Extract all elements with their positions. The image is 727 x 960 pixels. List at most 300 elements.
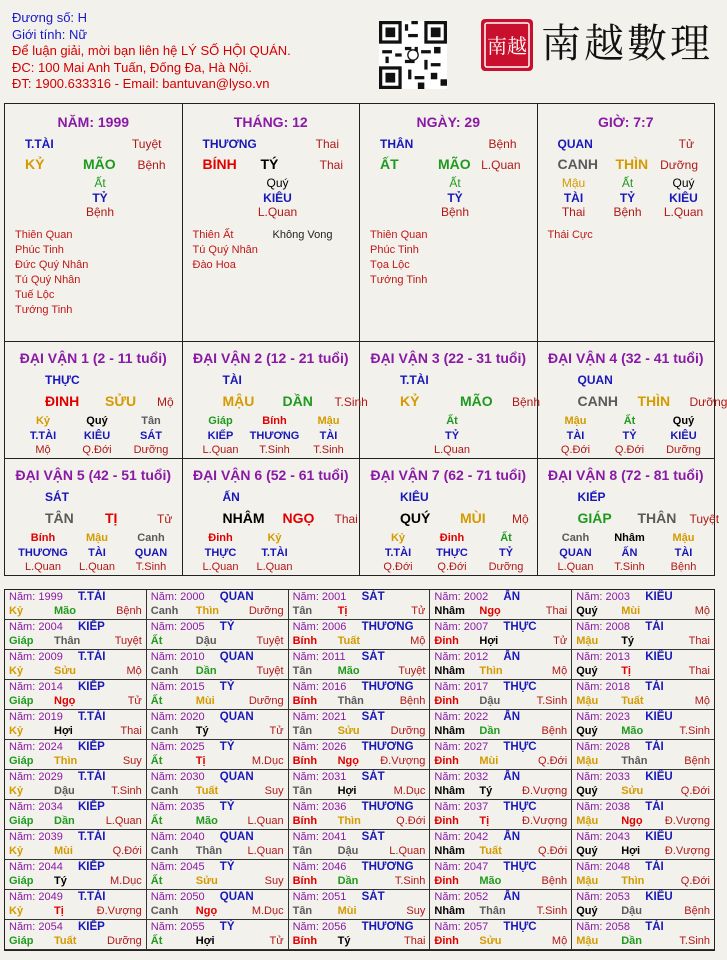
year-life-stage: Q.Đới [537, 755, 568, 767]
year-branch: Sửu [479, 935, 502, 947]
hidden-stem-item: L.Quan [78, 561, 116, 573]
year-branch: Tý [479, 785, 493, 797]
year-branch: Mão [621, 725, 644, 737]
year-life-stage: Dưỡng [390, 725, 426, 737]
pillar-stem-branch [5, 156, 182, 174]
hidden-stem-column [15, 531, 71, 575]
year-cell[interactable] [572, 680, 714, 710]
year-life-stage: Suy [406, 905, 426, 917]
year-label: Năm: 2037 [434, 801, 489, 813]
year-ten-god: TỶ [219, 681, 235, 693]
year-ten-god: KIẾP [78, 921, 105, 933]
year-ten-god: KIẾP [78, 681, 105, 693]
year-ten-god: SÁT [361, 651, 385, 663]
year-cell[interactable] [147, 710, 289, 740]
year-life-stage: T.Sinh [679, 725, 710, 737]
year-stem: Đinh [434, 635, 459, 647]
year-cell[interactable] [147, 650, 289, 680]
pillar-ten-god: THƯƠNG [202, 137, 257, 151]
special-star: Thái Cực [547, 229, 593, 241]
year-life-stage: Bệnh [399, 695, 426, 707]
year-branch: Ngọ [479, 605, 501, 617]
year-life-stage: Q.Đới [537, 845, 568, 857]
hidden-stem-item: Dưỡng [666, 444, 701, 456]
branch-life-stage: Dưỡng [660, 158, 698, 172]
year-ten-god: THỰC [503, 681, 537, 693]
year-stem: Mậu [576, 695, 599, 707]
year-stem: Kỷ [9, 785, 24, 797]
year-ten-god: SÁT [361, 591, 385, 603]
heavenly-stem: TÂN [45, 510, 74, 526]
year-cell[interactable] [147, 740, 289, 770]
year-life-stage: Đ.Vượng [664, 845, 710, 857]
year-life-stage: Bệnh [541, 725, 568, 737]
year-life-stage: Tuyệt [398, 665, 426, 677]
year-label: Năm: 2057 [434, 921, 489, 933]
year-branch: Tuất [195, 785, 219, 797]
year-cell[interactable] [430, 770, 572, 800]
special-star: Phúc Tinh [370, 244, 419, 256]
year-label: Năm: 2008 [576, 621, 630, 633]
year-ten-god: TỶ [219, 861, 235, 873]
annual-luck-grid [4, 589, 715, 951]
year-ten-god: TỶ [219, 621, 235, 633]
hidden-stem-item: T.TÀI [261, 546, 288, 559]
life-stage: Dưỡng [689, 395, 727, 409]
contact-line: Để luận giải, mời bạn liên hệ LÝ SỐ HỘI QUÁN. [12, 43, 291, 58]
year-cell[interactable] [430, 740, 572, 770]
year-branch: Mão [479, 875, 502, 887]
year-stem: Mậu [576, 755, 599, 767]
year-label: Năm: 2048 [576, 861, 630, 873]
year-cell[interactable] [289, 620, 431, 650]
year-branch: Mão [54, 605, 76, 617]
year-cell[interactable] [5, 680, 147, 710]
year-label: Năm: 2019 [9, 711, 63, 723]
year-ten-god: KIÊU [645, 651, 673, 663]
red-seal-stamp [479, 17, 535, 73]
year-ten-god: THƯƠNG [361, 921, 414, 933]
earthly-branch: NGỌ [282, 510, 315, 526]
year-stem: Tân [292, 605, 313, 617]
year-life-stage: Q.Đới [112, 845, 142, 857]
year-cell[interactable] [5, 890, 147, 920]
hidden-stem-item: Dưỡng [133, 444, 169, 456]
dai-van-cell [183, 459, 361, 575]
life-stage: T.Sinh [334, 395, 368, 409]
year-cell[interactable] [289, 770, 431, 800]
hidden-stem-item: Nhâm [614, 532, 645, 544]
earthly-branch: MÃO [83, 156, 116, 172]
heavenly-stem: QUÝ [400, 510, 431, 526]
pillar-life-stage: Bệnh [488, 137, 517, 151]
year-life-stage: Đ.Vượng [522, 785, 568, 797]
year-cell[interactable] [5, 650, 147, 680]
hidden-stem-item: Đinh [439, 532, 465, 544]
dai-van-ten-god: ẤN [222, 490, 240, 504]
hidden-stem-item: TỶ [498, 546, 514, 559]
pillar-stem-branch [538, 156, 715, 174]
year-ten-god: THỰC [503, 621, 537, 633]
year-ten-god: SÁT [361, 771, 385, 783]
year-cell[interactable] [572, 890, 714, 920]
year-branch: Dần [621, 935, 642, 947]
year-stem: Canh [150, 725, 179, 737]
year-branch: Thìn [54, 755, 78, 767]
year-stem: Quý [576, 665, 598, 677]
special-star: Phúc Tinh [15, 244, 64, 256]
hidden-stem-item: Ất [621, 176, 634, 190]
year-cell[interactable] [572, 740, 714, 770]
year-ten-god: THỰC [503, 861, 537, 873]
hidden-stem-item: TÀI [563, 190, 584, 205]
year-cell[interactable] [572, 860, 714, 890]
year-life-stage: Tử [269, 725, 284, 737]
year-cell[interactable] [147, 680, 289, 710]
dai-van-cell [5, 342, 183, 458]
year-branch: Thìn [195, 605, 220, 617]
year-ten-god: KIÊU [645, 831, 673, 843]
year-cell[interactable] [430, 800, 572, 830]
dai-van-title: ĐẠI VẬN 1 (2 - 11 tuổi) [19, 350, 167, 366]
year-label: Năm: 2005 [150, 621, 205, 633]
pillar-stars-list [548, 228, 593, 243]
year-cell[interactable] [147, 890, 289, 920]
year-branch: Thân [337, 695, 364, 707]
year-cell[interactable] [430, 650, 572, 680]
hidden-stem-item: Bệnh [85, 205, 115, 219]
year-cell[interactable] [572, 920, 714, 950]
year-ten-god: SÁT [361, 711, 385, 723]
year-stem: Giáp [9, 875, 34, 887]
year-cell[interactable] [5, 740, 147, 770]
hidden-stem-item: T.Sinh [259, 444, 290, 456]
pillar-cell [5, 104, 183, 341]
year-label: Năm: 2021 [292, 711, 347, 723]
year-stem: Tân [292, 845, 313, 857]
year-life-stage: L.Quan [105, 815, 142, 827]
year-cell[interactable] [289, 680, 431, 710]
year-life-stage: L.Quan [247, 815, 284, 827]
year-branch: Thìn [337, 815, 361, 827]
year-cell[interactable] [5, 590, 147, 620]
special-star: Thiên Ất [192, 229, 234, 241]
year-branch: Hợi [195, 935, 215, 947]
year-branch: Sửu [337, 725, 360, 737]
year-label: Năm: 2010 [150, 651, 205, 663]
year-branch: Tị [195, 755, 206, 767]
year-life-stage: Tuyệt [256, 635, 284, 647]
special-star: Không Vong [272, 229, 333, 241]
year-branch: Ngọ [621, 815, 643, 827]
hidden-stem-item: Q.Đới [437, 561, 467, 573]
hidden-stem-item: Giáp [208, 415, 233, 427]
year-cell[interactable] [147, 830, 289, 860]
year-label: Năm: 2058 [576, 921, 630, 933]
year-branch: Hợi [479, 635, 499, 647]
year-branch: Ngọ [337, 755, 359, 767]
hidden-stem-column [370, 531, 426, 575]
hidden-stem-item: Mậu [564, 415, 587, 427]
year-stem: Giáp [9, 635, 34, 647]
hidden-stem-item: KIÊU [670, 429, 697, 442]
year-cell[interactable] [289, 830, 431, 860]
year-cell[interactable] [147, 620, 289, 650]
year-label: Năm: 2000 [150, 591, 205, 603]
year-cell[interactable] [5, 710, 147, 740]
year-label: Năm: 2046 [292, 861, 347, 873]
hidden-stem-item: Ất [449, 176, 461, 190]
year-branch: Mùi [337, 905, 357, 917]
year-branch: Tuất [337, 635, 360, 647]
year-stem: Bính [292, 935, 318, 947]
year-cell[interactable] [430, 920, 572, 950]
year-life-stage: Đ.Vượng [664, 815, 710, 827]
pillar-stars-list-2 [273, 228, 333, 243]
year-cell[interactable] [5, 860, 147, 890]
year-stem: Bính [292, 815, 318, 827]
special-star: Tướng Tinh [370, 274, 428, 286]
year-label: Năm: 2038 [576, 801, 630, 813]
year-cell[interactable] [572, 770, 714, 800]
year-ten-god: T.TÀI [78, 771, 106, 783]
dai-van-title: ĐẠI VẬN 6 (52 - 61 tuổi) [192, 467, 349, 483]
hidden-stem-item: T.Sinh [313, 444, 344, 456]
year-branch: Thân [195, 845, 223, 857]
year-cell[interactable] [430, 590, 572, 620]
year-stem: Ất [150, 635, 163, 647]
hidden-stem-item: Mậu [86, 532, 108, 544]
year-cell[interactable] [5, 920, 147, 950]
year-cell[interactable] [572, 650, 714, 680]
year-ten-god: T.TÀI [78, 831, 106, 843]
year-branch: Mùi [479, 755, 499, 767]
hidden-stem-item: L.Quan [257, 205, 298, 219]
year-cell[interactable] [430, 680, 572, 710]
hidden-stem-item: TỶ [444, 429, 460, 442]
hidden-stem-item: KIẾP [207, 429, 234, 442]
hidden-stem-column [15, 414, 71, 458]
hidden-stem-column [193, 531, 249, 575]
year-label: Năm: 2001 [292, 591, 347, 603]
year-label: Năm: 2018 [576, 681, 630, 693]
pillar-life-stage: Tử [678, 137, 694, 151]
phone-email-line[interactable]: ĐT: 1900.633316 - Email: bantuvan@lyso.vn [12, 76, 270, 91]
year-life-stage: Suy [264, 875, 284, 887]
year-cell[interactable] [430, 860, 572, 890]
year-life-stage: Thai [688, 635, 710, 647]
hidden-stem-item: ẤN [621, 546, 638, 559]
year-cell[interactable] [147, 590, 289, 620]
year-cell[interactable] [289, 740, 431, 770]
year-cell[interactable] [430, 830, 572, 860]
year-stem: Tân [292, 725, 313, 737]
year-label: Năm: 2023 [576, 711, 630, 723]
hidden-stem-item: L.Quan [256, 561, 293, 573]
pillar-cell [183, 104, 361, 341]
heavenly-stem: BÍNH [202, 156, 237, 172]
year-cell[interactable] [289, 920, 431, 950]
year-cell[interactable] [147, 920, 289, 950]
year-cell[interactable] [289, 860, 431, 890]
year-label: Năm: 2044 [9, 861, 63, 873]
year-life-stage: L.Quan [389, 845, 426, 857]
hidden-stem-item: Bính [30, 532, 56, 544]
year-ten-god: QUAN [219, 771, 254, 783]
pillar-cell [538, 104, 715, 341]
hidden-stem-item: SÁT [140, 429, 162, 442]
year-life-stage: Mộ [126, 665, 142, 677]
year-stem: Kỷ [9, 665, 24, 677]
year-life-stage: M.Dục [110, 875, 142, 887]
year-ten-god: TÀI [645, 921, 664, 933]
special-star: Tuế Lộc [15, 289, 55, 301]
year-cell[interactable] [5, 830, 147, 860]
year-cell[interactable] [430, 620, 572, 650]
year-stem: Bính [292, 755, 318, 767]
year-life-stage: Bệnh [541, 875, 568, 887]
year-cell[interactable] [289, 650, 431, 680]
year-stem: Canh [150, 845, 179, 857]
year-branch: Dậu [195, 635, 217, 647]
year-cell[interactable] [430, 890, 572, 920]
year-ten-god: TỶ [219, 741, 235, 753]
hidden-stem-item: Bệnh [613, 205, 642, 219]
year-life-stage: T.Sinh [536, 905, 568, 917]
hidden-stem-column [69, 531, 125, 575]
year-branch: Thân [479, 905, 506, 917]
earthly-branch: MÃO [438, 156, 471, 172]
hidden-stem-item: TÀI [674, 546, 693, 559]
hidden-stem-item: Mậu [561, 176, 586, 190]
dai-van-stem-branch [183, 393, 368, 411]
year-label: Năm: 2034 [9, 801, 63, 813]
year-ten-god: ẤN [503, 651, 521, 663]
year-ten-god: TÀI [645, 861, 664, 873]
year-life-stage: Đ.Vượng [96, 905, 142, 917]
year-cell[interactable] [147, 860, 289, 890]
hidden-stem-column [548, 414, 604, 458]
year-branch: Dần [54, 815, 75, 827]
hidden-stem-column [243, 176, 313, 220]
hidden-stem-item: Mậu [672, 532, 695, 544]
year-cell[interactable] [289, 590, 431, 620]
year-branch: Hợi [54, 725, 73, 737]
year-ten-god: TÀI [645, 741, 664, 753]
year-branch: Hợi [337, 785, 357, 797]
four-pillars-table [4, 103, 715, 342]
dai-van-row-1 [4, 341, 727, 459]
year-ten-god: ẤN [503, 771, 521, 783]
pillar-stars-list [370, 228, 427, 288]
year-life-stage: M.Dục [251, 755, 284, 767]
year-label: Năm: 2026 [292, 741, 347, 753]
year-life-stage: Mộ [551, 935, 568, 947]
year-branch: Thìn [479, 665, 503, 677]
brand-title: 南越數理 [541, 21, 713, 67]
address-line: ĐC: 100 Mai Anh Tuấn, Đống Đa, Hà Nội. [12, 59, 252, 75]
hidden-stem-item: TỶ [622, 429, 637, 442]
qr-code-icon[interactable] [379, 21, 447, 89]
year-label: Năm: 2009 [9, 651, 63, 663]
year-cell[interactable] [289, 710, 431, 740]
hidden-stem-item: Q.Đới [383, 561, 413, 573]
year-cell[interactable] [430, 710, 572, 740]
year-branch: Dần [479, 725, 501, 737]
hidden-stem-item: TÀI [566, 429, 585, 442]
pillar-title: GIỜ: 7:7 [597, 114, 654, 130]
year-cell[interactable] [572, 800, 714, 830]
year-cell[interactable] [572, 710, 714, 740]
year-cell[interactable] [572, 620, 714, 650]
hidden-stem-item: L.Quan [202, 561, 239, 573]
year-label: Năm: 2040 [150, 831, 205, 843]
year-cell[interactable] [289, 890, 431, 920]
hidden-stem-column [69, 414, 125, 458]
year-life-stage: Tử [269, 935, 284, 947]
branch-life-stage: Bệnh [137, 158, 166, 172]
year-life-stage: Đ.Vượng [522, 815, 568, 827]
year-cell[interactable] [5, 620, 147, 650]
year-stem: Quý [576, 845, 598, 857]
year-label: Năm: 2027 [434, 741, 489, 753]
year-cell[interactable] [289, 800, 431, 830]
pillar-life-stage: Thai [315, 137, 339, 151]
special-star: Tú Quý Nhân [192, 244, 258, 256]
year-cell[interactable] [5, 770, 147, 800]
pillar-stars-list [193, 228, 258, 273]
hidden-stem-column [123, 414, 179, 458]
year-label: Năm: 2015 [150, 681, 205, 693]
year-cell[interactable] [147, 770, 289, 800]
earthly-branch: TỊ [105, 510, 118, 526]
hidden-stem-column [301, 414, 357, 458]
svg-text:南越: 南越 [487, 34, 527, 58]
year-branch: Mùi [54, 845, 73, 857]
year-label: Năm: 2016 [292, 681, 347, 693]
year-stem: Ất [150, 815, 163, 827]
year-label: Năm: 2031 [292, 771, 347, 783]
hidden-stem-column [247, 531, 303, 575]
dai-van-cell [538, 342, 727, 458]
year-ten-god: TÀI [645, 801, 664, 813]
hidden-stem-item: Bệnh [670, 561, 697, 573]
year-stem: Quý [576, 725, 598, 737]
year-cell[interactable] [572, 590, 714, 620]
hidden-stem-item: L.Quan [24, 561, 62, 573]
year-life-stage: Q.Đới [680, 875, 710, 887]
year-ten-god: TÀI [645, 681, 664, 693]
year-ten-god: T.TÀI [78, 711, 106, 723]
year-stem: Canh [150, 665, 179, 677]
year-life-stage: Tử [411, 605, 426, 617]
hidden-stem-column [656, 531, 712, 575]
dai-van-ten-god: TÀI [222, 373, 242, 387]
year-cell[interactable] [5, 800, 147, 830]
year-stem: Tân [292, 905, 313, 917]
hidden-stem-item: Canh [561, 532, 590, 544]
year-label: Năm: 2004 [9, 621, 63, 633]
hidden-stem-item: Quý [672, 415, 695, 427]
year-cell[interactable] [572, 830, 714, 860]
special-star: Đào Hoa [192, 259, 236, 271]
year-cell[interactable] [147, 800, 289, 830]
year-life-stage: Mộ [694, 695, 710, 707]
year-label: Năm: 2028 [576, 741, 630, 753]
hidden-stem-column [598, 176, 658, 220]
year-ten-god: SÁT [361, 831, 385, 843]
dai-van-cell [360, 342, 541, 458]
